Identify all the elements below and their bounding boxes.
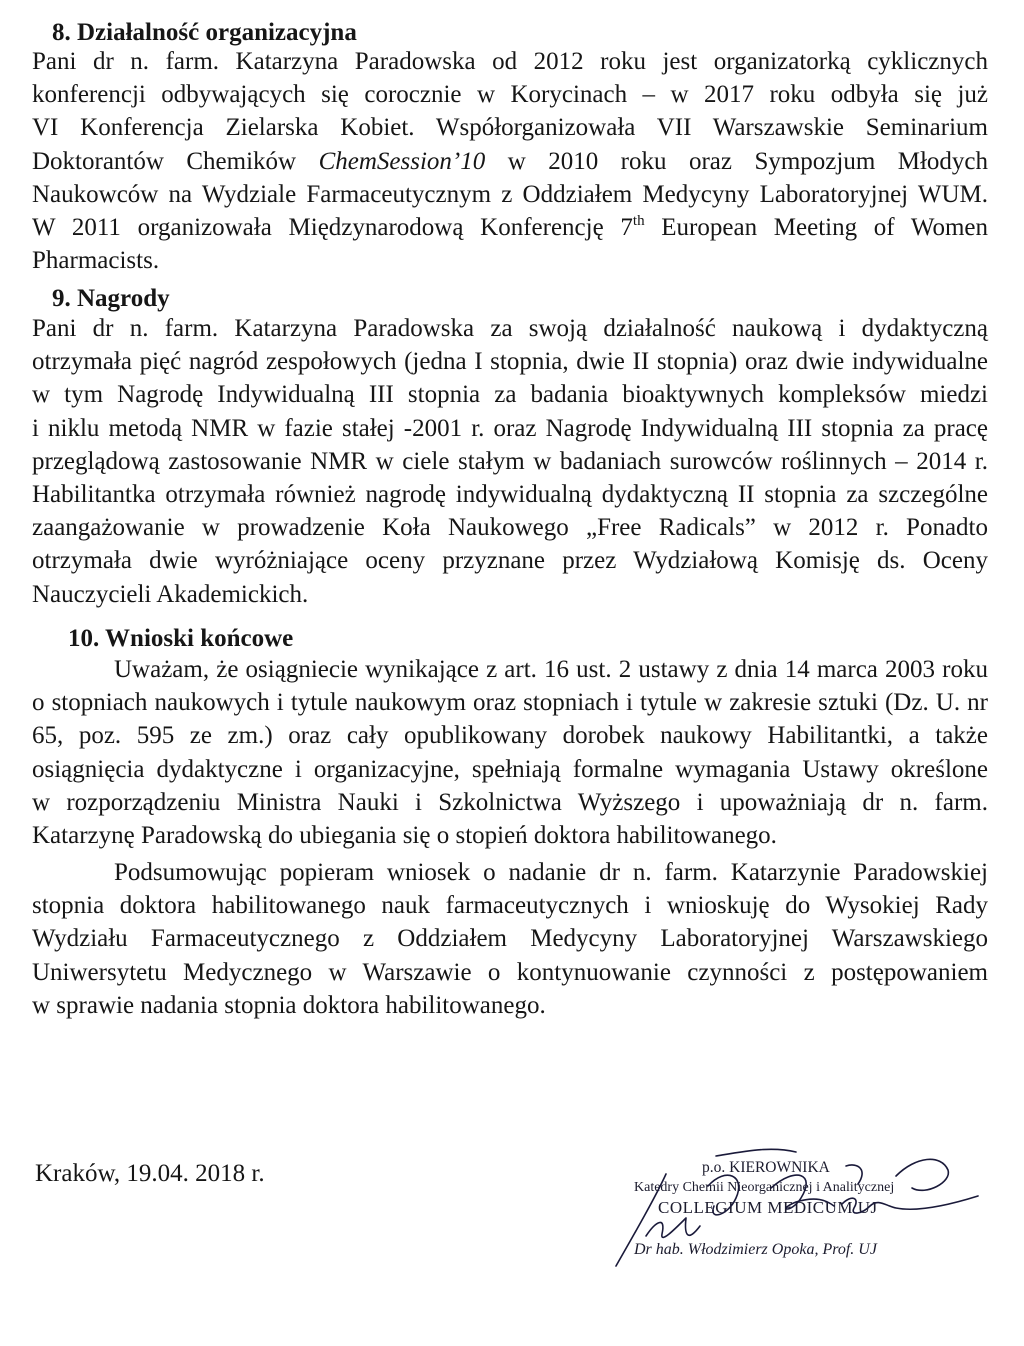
text-line: Wydziału Farmaceutycznego z Oddziałem Medycyny Laboratoryjnej Warszawskiego: [32, 925, 988, 953]
superscript: th: [632, 212, 645, 229]
text-line: stopnia doktora habilitowanego nauk farmaceutycznych i wnioskuję do Wysokiej Rady: [32, 892, 988, 920]
text-line: w tym Nagrodę Indywidualną III stopnia za badania bioaktywnych kompleksów miedzi: [32, 381, 988, 409]
text-line: otrzymała dwie wyróżniające oceny przyznane przez Wydziałową Komisję ds. Oceny: [32, 547, 988, 575]
place-and-date: Kraków, 19.04. 2018 r.: [35, 1160, 265, 1187]
text-line: Naukowców na Wydziale Farmaceutycznym z Oddziałem Medycyny Laboratoryjnej WUM.: [32, 180, 988, 208]
text-line: otrzymała pięć nagród zespołowych (jedna I stopnia, dwie II stopnia) oraz dwie indywidualne: [32, 348, 988, 376]
text-line: w rozporządzeniu Ministra Nauki i Szkolnictwa Wyższego i upoważniają dr n. farm.: [32, 788, 988, 816]
text-line: osiągnięcia dydaktyczne i organizacyjne, spełniają formalne wymagania Ustawy określone: [32, 755, 988, 783]
text-line: i niklu metodą NMR w fazie stałej -2001 r. oraz Nagrodę Indywidualną III stopnia za pracę: [32, 414, 988, 442]
text-line: w sprawie nadania stopnia doktora habilitowanego.: [32, 991, 546, 1019]
text-line: Pani dr n. farm. Katarzyna Paradowska od 2012 roku jest organizatorką cyklicznych: [32, 48, 988, 75]
section-9-heading: 9. Nagrody: [52, 285, 170, 312]
event-name: ChemSession’10: [318, 147, 486, 175]
section-10-paragraph-2: [32, 856, 988, 1022]
text-line: Nauczycieli Akademickich.: [32, 580, 309, 608]
text-line: Podsumowując popieram wniosek o nadanie dr n. farm. Katarzynie Paradowskiej: [114, 859, 988, 886]
text-line: przeglądową zastosowanie NMR w ciele stałym w badaniach surowców roślinnych – 2014 r.: [32, 447, 988, 475]
text-line: [32, 211, 988, 244]
section-9-body: [32, 312, 988, 611]
line-part: W 2011 organizowała Międzynarodową Konferencję 7: [32, 213, 633, 241]
text-line: [32, 145, 988, 178]
text-line: Uniwersytetu Medycznego w Warszawie o kontynuowanie czynności z postępowaniem: [32, 958, 988, 986]
text-line: Pani dr n. farm. Katarzyna Paradowska za swoją działalność naukową i dydaktyczną: [32, 315, 988, 342]
text-line: Uważam, że osiągniecie wynikające z art. 16 ust. 2 ustawy z dnia 14 marca 2003 roku: [114, 656, 988, 683]
text-line: Katarzynę Paradowską do ubiegania się o stopień doktora habilitowanego.: [32, 821, 777, 849]
text-line: Pharmacists.: [32, 247, 160, 275]
line-part: Doktorantów Chemików: [32, 147, 297, 175]
stamp-institution: COLLEGIUM MEDICUM UJ: [658, 1198, 878, 1217]
section-10-paragraph-1: [32, 653, 988, 852]
stamp-title: p.o. KIEROWNIKA: [702, 1159, 830, 1176]
section-8-body: [32, 45, 988, 277]
line-part: European Meeting of Women: [661, 213, 988, 241]
official-stamp: [612, 1146, 952, 1276]
signatory-name: Dr hab. Włodzimierz Opoka, Prof. UJ: [634, 1241, 877, 1258]
line-part: w 2010 roku oraz Sympozjum Młodych: [507, 147, 989, 175]
text-line: Habilitantka otrzymała również nagrodę indywidualną dydaktyczną II stopnia za szczególne: [32, 480, 988, 508]
text-line: 65, poz. 595 ze zm.) oraz cały opublikowany dorobek naukowy Habilitantki, a także: [32, 722, 988, 750]
stamp-department: Katedry Chemii Nieorganicznej i Analitycznej: [634, 1180, 895, 1195]
section-10-heading: 10. Wnioski końcowe: [68, 625, 294, 652]
text-line: zaangażowanie w prowadzenie Koła Naukowego „Free Radicals” w 2012 r. Ponadto: [32, 514, 988, 542]
section-8-heading: 8. Działalność organizacyjna: [52, 19, 357, 46]
text-line: konferencji odbywających się corocznie w Korycinach – w 2017 roku odbyła się już: [32, 81, 988, 109]
text-line: o stopniach naukowych i tytule naukowym oraz stopniach i tytule w zakresie sztuki (Dz. U. nr: [32, 689, 988, 717]
text-line: VI Konferencja Zielarska Kobiet. Współorganizowała VII Warszawskie Seminarium: [32, 114, 988, 142]
